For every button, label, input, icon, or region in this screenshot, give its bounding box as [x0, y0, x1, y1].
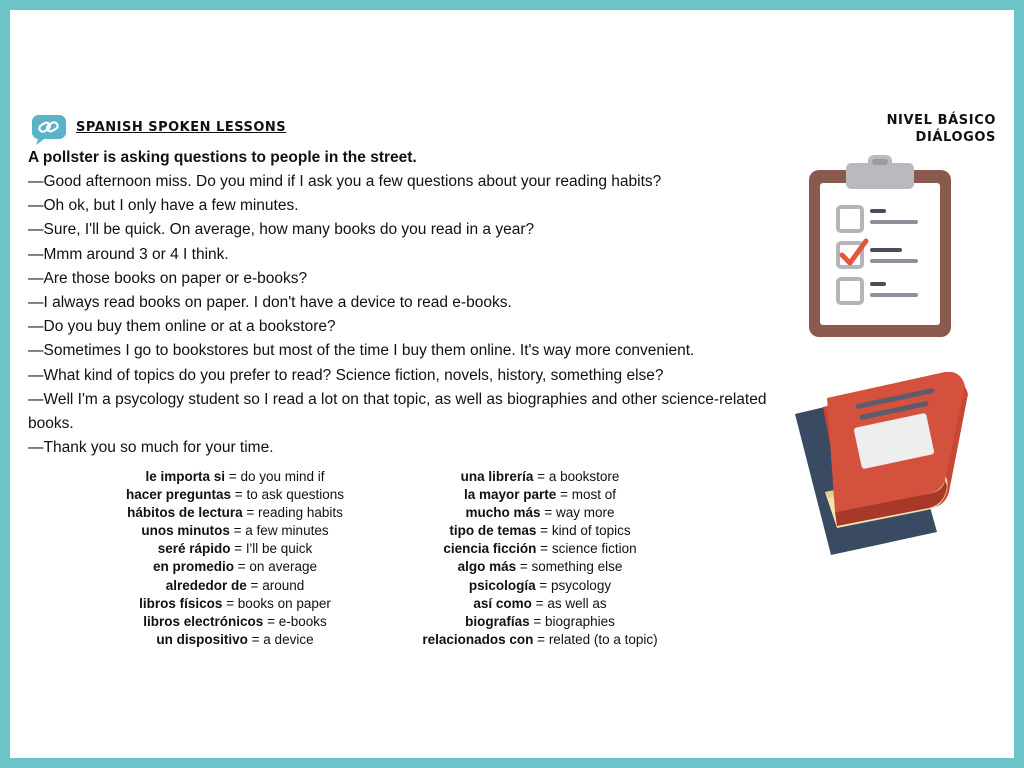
vocab-spanish: la mayor parte [464, 487, 557, 503]
vocab-entry: algo más = something else [457, 559, 623, 575]
vocab-english: e-books [278, 613, 327, 629]
dialog-line: —Well I'm a psycology student so I read a lot on that topic, as well as biographies and other science-related books. [28, 390, 767, 433]
books-stack-icon [785, 372, 975, 562]
vocab-english: something else [531, 559, 623, 575]
vocab-spanish: algo más [457, 559, 517, 575]
vocab-entry: una librería = a bookstore [460, 469, 620, 484]
level-line-1: NIVEL BÁSICO [886, 113, 996, 128]
vocab-list-left [90, 468, 380, 649]
vocab-english: as well as [547, 595, 607, 611]
vocab-entry: relacionados con = related (to a topic) [422, 631, 658, 647]
chat-bubble-link-icon [32, 115, 66, 139]
vocab-spanish: biografías [465, 613, 530, 629]
dialog-line: —Mmm around 3 or 4 I think. [28, 245, 229, 263]
vocab-english: biographies [545, 613, 615, 629]
vocab-english: to ask questions [246, 487, 344, 503]
dialog-line: —Are those books on paper or e-books? [28, 269, 308, 287]
vocab-list-right [395, 468, 685, 649]
vocab-english: do you mind if [240, 469, 325, 484]
dialog [28, 146, 768, 460]
vocab-spanish: mucho más [465, 505, 541, 521]
dialog-line: —Sometimes I go to bookstores but most of the time I buy them online. It's way more convenient. [28, 342, 695, 360]
vocab-spanish: relacionados con [422, 631, 534, 647]
dialog-line: —I always read books on paper. I don't have a device to read e-books. [28, 294, 512, 312]
vocab-spanish: alrededor de [165, 577, 247, 593]
vocab-spanish: en promedio [153, 559, 235, 575]
dialog-line: —Do you buy them online or at a bookstore? [28, 318, 336, 336]
vocab-entry: libros físicos = books on paper [139, 595, 331, 611]
vocab-english: a device [263, 631, 314, 647]
vocab-spanish: le importa si [145, 469, 226, 484]
vocab-entry: hacer preguntas = to ask questions [126, 487, 344, 503]
vocab-english: kind of topics [551, 523, 631, 539]
dialog-line: —Oh ok, but I only have a few minutes. [28, 197, 299, 215]
brand-name: SPANISH SPOKEN LESSONS [76, 119, 287, 135]
vocab-english: books on paper [237, 595, 331, 611]
dialog-line: —Good afternoon miss. Do you mind if I ask you a few questions about your reading habits? [28, 173, 662, 190]
vocab-spanish: hábitos de lectura [127, 505, 243, 521]
vocab-spanish: hacer preguntas [126, 487, 232, 503]
vocab-entry: la mayor parte = most of [464, 487, 616, 503]
vocab-spanish: libros físicos [139, 595, 223, 611]
vocab-entry: unos minutos = a few minutes [141, 523, 329, 539]
vocab-entry: hábitos de lectura = reading habits [127, 505, 343, 521]
brand [32, 115, 286, 139]
dialog-line: —Thank you so much for your time. [28, 439, 274, 457]
vocab-spanish: ciencia ficción [443, 541, 537, 557]
vocab-english: psycology [551, 577, 612, 593]
level-label [887, 112, 996, 146]
vocab-english: reading habits [258, 505, 343, 521]
vocab-english: on average [249, 559, 317, 575]
vocab-spanish: así como [473, 595, 532, 611]
vocab-entry: le importa si = do you mind if [145, 469, 325, 484]
vocab-entry: libros electrónicos = e-books [143, 613, 327, 629]
vocab-entry: ciencia ficción = science fiction [443, 541, 637, 557]
vocab-english: I'll be quick [245, 541, 313, 557]
clipboard-checklist-icon [806, 155, 954, 340]
vocab-entry: tipo de temas = kind of topics [449, 523, 631, 539]
vocab-english: way more [555, 505, 615, 521]
vocab-english: a bookstore [548, 469, 620, 484]
vocab-english: most of [571, 487, 616, 503]
vocab-entry: un dispositivo = a device [156, 631, 314, 647]
vocab-spanish: seré rápido [157, 541, 231, 557]
dialog-line: —What kind of topics do you prefer to read? Science fiction, novels, history, something else? [28, 366, 664, 384]
level-line-2: DIÁLOGOS [915, 130, 996, 145]
vocab-spanish: unos minutos [141, 523, 230, 539]
dialog-line: —Sure, I'll be quick. On average, how many books do you read in a year? [28, 221, 535, 239]
vocab-english: around [262, 577, 305, 593]
vocab-entry: alrededor de = around [165, 577, 305, 593]
vocab-spanish: tipo de temas [449, 523, 537, 539]
dialog-title: A pollster is asking questions to people in the street. [28, 149, 417, 166]
vocab-english: a few minutes [245, 523, 329, 539]
vocab-entry: psicología = psycology [468, 577, 612, 593]
vocab-entry: así como = as well as [473, 595, 607, 611]
vocab-entry: en promedio = on average [153, 559, 317, 575]
vocab-spanish: una librería [460, 469, 534, 484]
vocab-entry: mucho más = way more [465, 505, 615, 521]
vocab-english: science fiction [551, 541, 637, 557]
vocab-entry: biografías = biographies [465, 613, 615, 629]
vocab-spanish: libros electrónicos [143, 613, 264, 629]
vocab-english: related (to a topic) [548, 631, 658, 647]
vocab-spanish: psicología [468, 577, 536, 593]
vocab-entry: seré rápido = I'll be quick [157, 541, 313, 557]
vocab-spanish: un dispositivo [156, 631, 248, 647]
